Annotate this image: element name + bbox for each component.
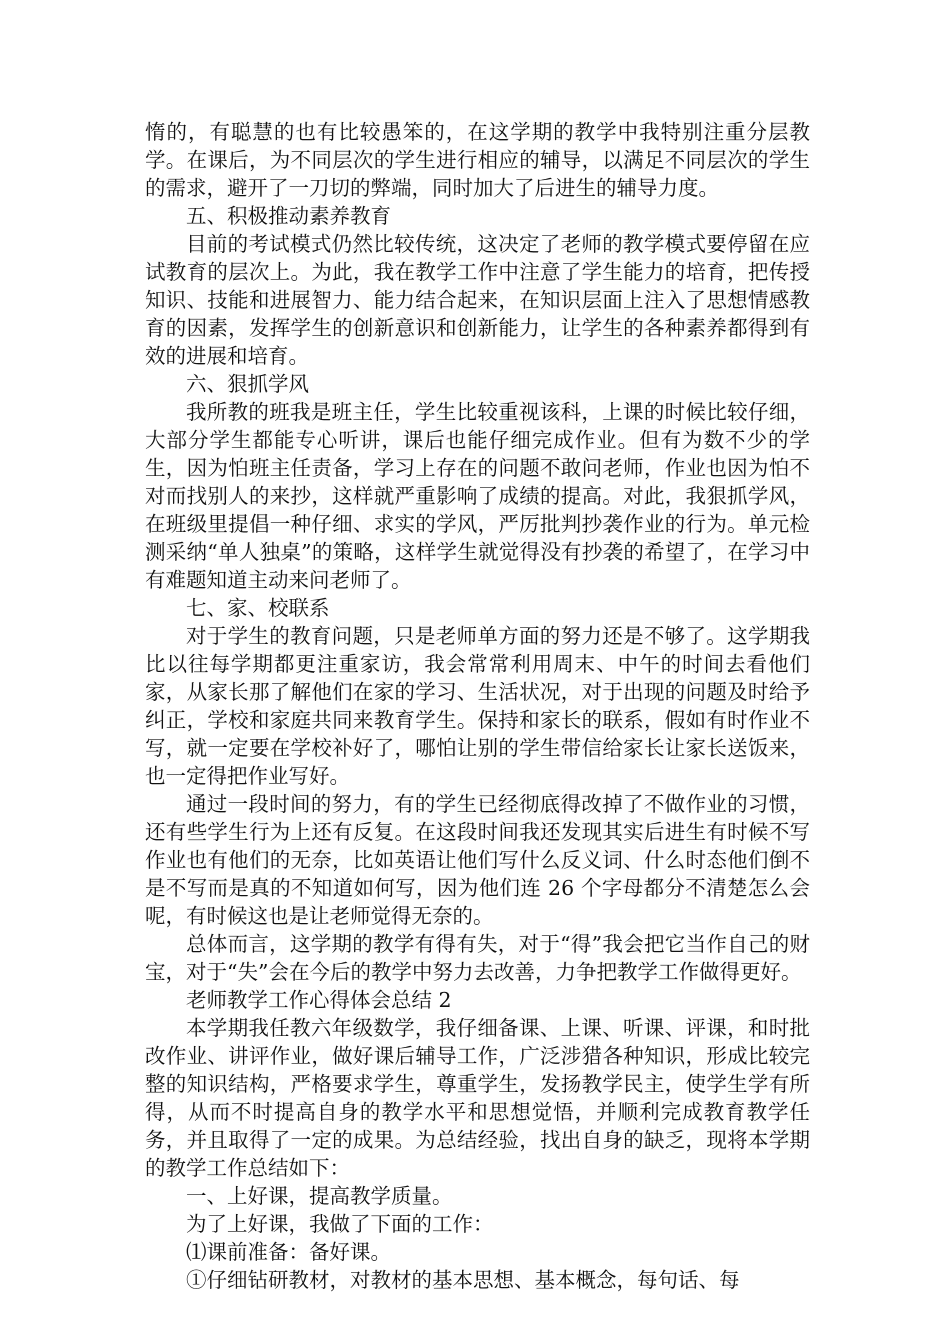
section-heading-1: 一、上好课，提高教学质量。 [186, 1184, 453, 1208]
paragraph-continuation: 惰的，有聪慧的也有比较愚笨的，在这学期的教学中我特别注重分层教学。在课后，为不同层次的学生进行相应的辅导，以满足不同层次的学生的需求，避开了一刀切的弊端，同时加大了后进生的辅导力度。 [145, 120, 810, 200]
paragraph: 我所教的班我是班主任，学生比较重视该科，上课的时候比较仔细，大部分学生都能专心听讲，课后也能仔细完成作业。但有为数不少的学生，因为怕班主任责备，学习上存在的问题不敢问老师，作业也因为怕不对而找别人的来抄，这样就严重影响了成绩的提高。对此，我狠抓学风，在班级里提倡一种仔细、求实的学风，严厉批判抄袭作业的行为。单元检测采纳“单人独桌”的策略，这样学生就觉得没有抄袭的希望了，在学习中有难题知道主动来问老师了。 [145, 400, 810, 592]
paragraph: 通过一段时间的努力，有的学生已经彻底得改掉了不做作业的习惯，还有些学生行为上还有反复。在这段时间我还发现其实后进生有时候不写作业也有他们的无奈，比如英语让他们写什么反义词、什么时态他们倒不是不写而是真的不知道如何写，因为他们连 26 个字母都分不清楚怎么会呢，有时候这也是让老师觉得无奈的。 [145, 792, 810, 928]
paragraph: 目前的考试模式仍然比较传统，这决定了老师的教学模式要停留在应试教育的层次上。为此，我在教学工作中注意了学生能力的培育，把传授知识、技能和进展智力、能力结合起来，在知识层面上注入了思想情感教育的因素，发挥学生的创新意识和创新能力，让学生的各种素养都得到有效的进展和培育。 [145, 232, 810, 368]
paragraph: 为了上好课，我做了下面的工作： [186, 1212, 494, 1236]
paragraph: 总体而言，这学期的教学有得有失，对于“得”我会把它当作自己的财宝，对于“失”会在今后的教学中努力去改善，力争把教学工作做得更好。 [145, 932, 810, 984]
paragraph: 对于学生的教育问题，只是老师单方面的努力还是不够了。这学期我比以往每学期都更注重家访，我会常常利用周末、中午的时间去看他们家，从家长那了解他们在家的学习、生活状况，对于出现的问题及时给予纠正，学校和家庭共同来教育学生。保持和家长的联系，假如有时作业不写，就一定要在学校补好了，哪怕让别的学生带信给家长让家长送饭来，也一定得把作业写好。 [145, 624, 810, 788]
section-heading-5: 五、积极推动素养教育 [186, 204, 391, 228]
document-page [145, 118, 810, 1294]
article-title: 老师教学工作心得体会总结 2 [186, 988, 452, 1012]
list-item: ①仔细钻研教材，对教材的基本思想、基本概念，每句话、每 [186, 1268, 740, 1292]
section-heading-7: 七、家、校联系 [186, 596, 330, 620]
paragraph: 本学期我任教六年级数学，我仔细备课、上课、听课、评课，和时批改作业、讲评作业，做好课后辅导工作，广泛涉猎各种知识，形成比较完整的知识结构，严格要求学生，尊重学生，发扬教学民主，使学生学有所得，从而不时提高自身的教学水平和思想觉悟，并顺利完成教育教学任务，并且取得了一定的成果。为总结经验，找出自身的缺乏，现将本学期的教学工作总结如下： [145, 1016, 810, 1180]
section-heading-6: 六、狠抓学风 [186, 372, 309, 396]
list-item: ⑴课前准备：备好课。 [186, 1240, 391, 1264]
